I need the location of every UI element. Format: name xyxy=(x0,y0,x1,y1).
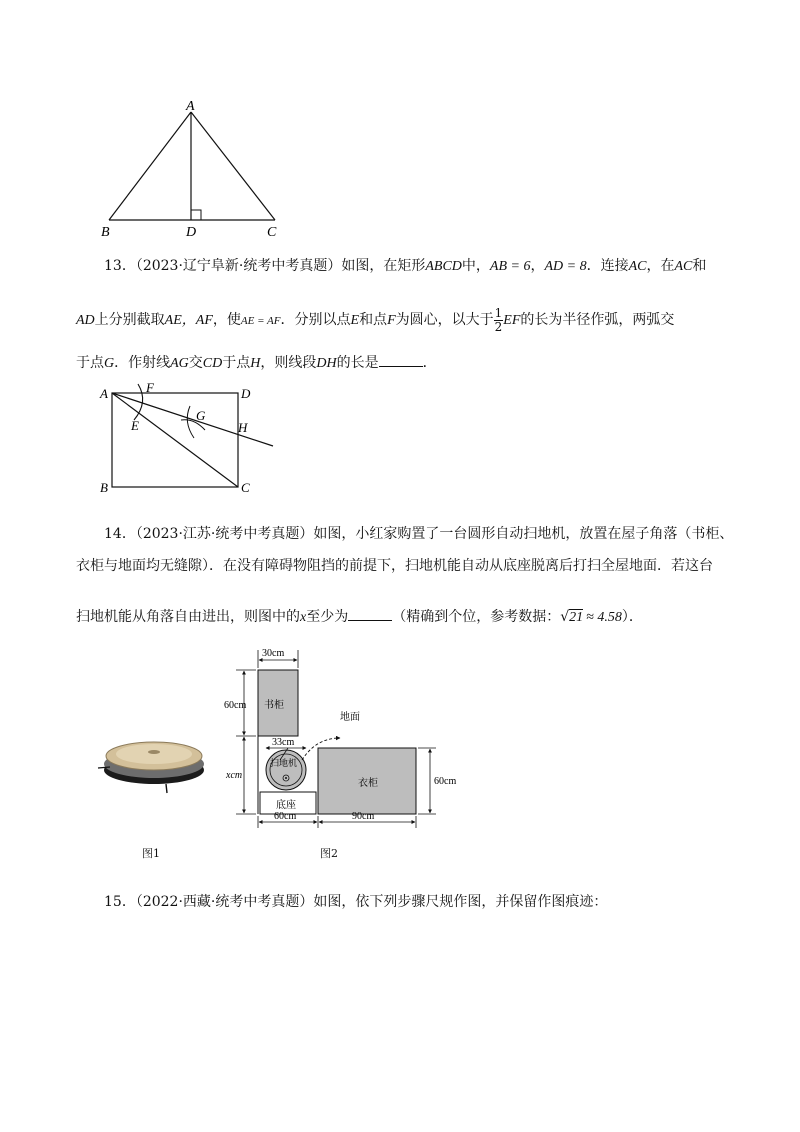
q13-text: 的长为半径作弧，两弧交 xyxy=(520,312,675,328)
label-c: C xyxy=(241,480,250,495)
rectangle-construction-figure xyxy=(95,376,285,496)
fig1-caption: 图1 xyxy=(142,847,160,860)
q13-math: AE = AF xyxy=(240,315,281,327)
q13-math: AD xyxy=(76,313,95,328)
q13-text: ，则线段 xyxy=(260,355,317,371)
q13-math: EF xyxy=(503,313,521,328)
q13-text: ．连接 xyxy=(586,258,629,274)
label-g: G xyxy=(196,408,206,423)
q13-math: AG xyxy=(170,356,189,371)
q13-math: AB = 6 xyxy=(489,259,531,274)
q14-line1 xyxy=(104,524,733,544)
label-f: F xyxy=(146,380,154,395)
q14-source: （2023·江苏·统考中考真题） xyxy=(135,526,314,542)
q13-source: （2023·辽宁阜新·统考中考真题） xyxy=(135,258,342,274)
q14-line3 xyxy=(76,604,643,631)
q13-math: AC xyxy=(628,259,647,274)
label-a: A xyxy=(100,386,108,401)
q13-math: H xyxy=(250,356,261,371)
q13-math: AC xyxy=(674,259,693,274)
q13-text: ． xyxy=(422,355,437,371)
q13-text: ．作射线 xyxy=(114,355,171,371)
robot-circle xyxy=(266,750,306,790)
q14-text: 衣柜与地面均无缝隙）．在没有障碍物阻挡的前提下，扫地机能自动从底座脱离后打扫全屋地面．若这台 xyxy=(76,558,713,574)
q13-math: G xyxy=(104,356,115,371)
dim-xcm: xcm xyxy=(226,770,243,781)
q13-text: ．分别以点 xyxy=(280,312,351,328)
label-b: B xyxy=(100,480,108,495)
q13-text: ，使 xyxy=(212,312,241,328)
q13-text: 中， xyxy=(461,258,490,274)
q13-text: ，在 xyxy=(646,258,675,274)
q13-line2 xyxy=(76,306,674,335)
q13-math: F xyxy=(387,313,396,328)
dim-30cm: 30cm xyxy=(262,648,285,659)
dim-33cm: 33cm xyxy=(272,737,295,748)
q14-math: x xyxy=(300,610,307,625)
label-d: D xyxy=(186,225,197,240)
answer-blank[interactable] xyxy=(348,606,392,621)
q13-text: 为圆心，以大于 xyxy=(395,312,494,328)
q13-text: 交 xyxy=(188,355,203,371)
label-h: H xyxy=(238,420,248,435)
wardrobe-label: 衣柜 xyxy=(358,778,378,789)
q15-number: 15． xyxy=(104,894,136,910)
q13-math: E xyxy=(350,313,360,328)
base-label: 底座 xyxy=(276,800,296,811)
sqrt-radicand: 21 xyxy=(569,610,584,625)
dim-60cm-left: 60cm xyxy=(224,700,247,711)
q14-text: 如图，小红家购置了一台圆形自动扫地机，放置在屋子角落（书柜、 xyxy=(313,526,734,542)
sqrt-symbol: √ xyxy=(560,609,570,625)
q13-text: 如图，在矩形 xyxy=(341,258,426,274)
dim-60cm-right: 60cm xyxy=(434,776,457,787)
q14-text: ）． xyxy=(621,609,643,625)
q13-line3 xyxy=(76,352,437,374)
q13-text: 于点 xyxy=(76,355,104,371)
q14-number: 14． xyxy=(104,526,136,542)
label-a: A xyxy=(186,100,195,114)
label-e: E xyxy=(131,418,139,433)
label-d: D xyxy=(241,386,251,401)
q13-text: 于点 xyxy=(222,355,251,371)
floor-label: 地面 xyxy=(340,712,360,723)
q13-line1 xyxy=(104,256,706,277)
q14-text: 至少为 xyxy=(306,609,349,625)
q13-number: 13． xyxy=(104,258,136,274)
triangle-figure xyxy=(95,100,295,240)
q13-text: ， xyxy=(530,258,545,274)
frac-numerator: 1 xyxy=(494,305,503,320)
q14-line2 xyxy=(76,556,713,576)
q13-text: 和点 xyxy=(359,312,388,328)
q15-line1 xyxy=(104,892,607,912)
q14-math: ≈ 4.58 xyxy=(586,610,622,625)
robot-label: 扫地机 xyxy=(270,758,298,768)
robot-vacuum-illustration xyxy=(96,730,216,800)
q13-math: AD = 8 xyxy=(544,259,587,274)
label-b: B xyxy=(101,225,110,240)
q13-math: DH xyxy=(316,356,337,371)
answer-blank[interactable] xyxy=(379,352,423,367)
q13-math: CD xyxy=(202,356,223,371)
dim-60cm-bottom: 60cm xyxy=(274,811,297,822)
q13-text: 和 xyxy=(692,258,707,274)
q15-text: 如图，依下列步骤尺规作图，并保留作图痕迹： xyxy=(313,894,608,910)
frac-denominator: 2 xyxy=(494,319,503,334)
q14-text: （精确到个位，参考数据： xyxy=(392,609,561,625)
bookcase-label: 书柜 xyxy=(264,700,284,711)
q13-math: ABCD xyxy=(425,259,462,274)
q13-math: AE，AF xyxy=(164,313,213,328)
fig2-caption: 图2 xyxy=(320,847,338,860)
q15-source: （2022·西藏·统考中考真题） xyxy=(135,894,314,910)
q14-text: 扫地机能从角落自由进出，则图中的 xyxy=(76,609,300,625)
dim-90cm-bottom: 90cm xyxy=(352,811,375,822)
q13-text: 的长是 xyxy=(336,355,379,371)
label-c: C xyxy=(267,225,277,240)
q13-text: 上分别截取 xyxy=(94,312,165,328)
fraction-one-half xyxy=(494,307,504,334)
room-corner-diagram xyxy=(222,642,462,842)
